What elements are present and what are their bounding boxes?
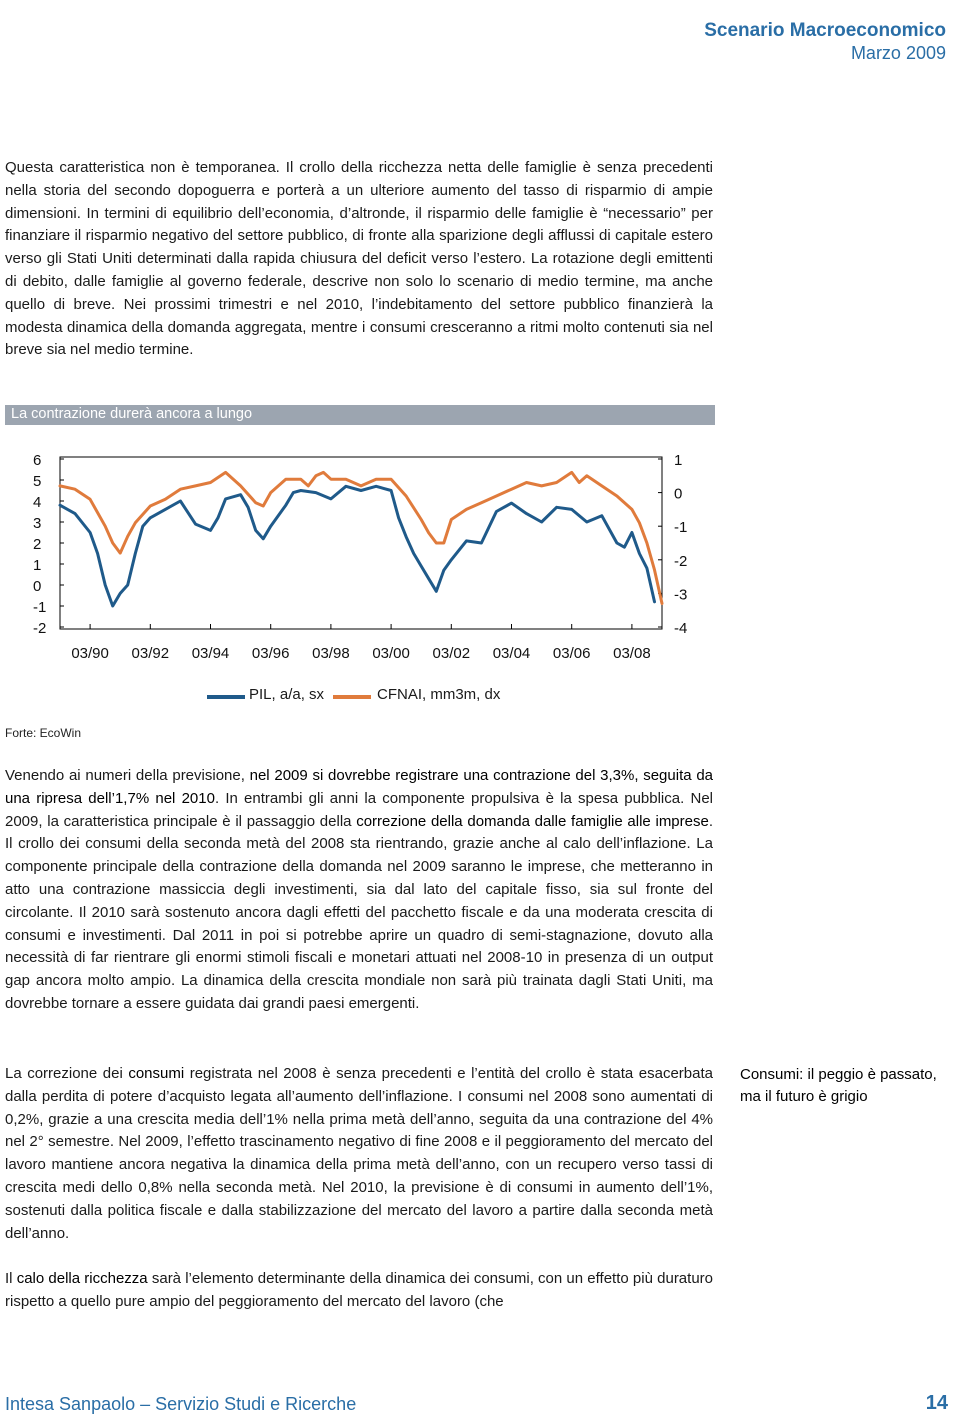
p2-text-1: Venendo ai numeri della previsione, — [5, 767, 250, 784]
p3-text-1: La correzione dei — [5, 1065, 129, 1082]
y-left-tick-label: 3 — [33, 515, 42, 532]
legend-pil-label: PIL, a/a, sx — [249, 686, 325, 703]
sidenote: Consumi: il peggio è passato, ma il futuro è grigio — [740, 1066, 937, 1105]
x-tick-label: 03/96 — [251, 645, 290, 662]
x-tick-label: 03/00 — [372, 645, 410, 662]
x-tick-label: 03/06 — [552, 645, 591, 662]
paragraph-intro: Questa caratteristica non è temporanea. Il crollo della ricchezza netta delle famiglie è senza precedenti nella storia del secondo dopoguerra e porterà a un ulteriore aumento del tasso di risparmio di ampie dimensioni. In termini di equilibrio dell’economia, d’altronde, il risparmio delle famiglie è “necessario” per finanziare il risparmio negativo del settore pubblico, di fronte alla sparizione degli afflussi di capitale estero verso gli Stati Uniti determinati dalla rapida chiusura del deficit verso l’estero. La rotazione degli emittenti di debito, dalle famiglie al governo federale, descrive non solo lo scenario di medio termine, ma anche quello di breve. Nei prossimi trimestri e nel 2010, l’indebitamento del settore pubblico finanzierà la modesta dinamica della domanda aggregata, mentre i consumi cresceranno a ritmi molto contenuti sia nel breve sia nel medio termine. — [5, 159, 713, 359]
y-left-tick-label: 5 — [33, 473, 42, 490]
y-left-tick-label: -1 — [33, 599, 47, 616]
series-line-cfnai — [60, 472, 662, 603]
y-left-tick-label: 0 — [33, 578, 42, 595]
legend-pil-line — [207, 695, 245, 699]
y-left-tick-label: 2 — [33, 536, 42, 553]
p2-text-3: . Il crollo dei consumi della seconda metà del 2008 sta rientrando, grazie anche al calo dell’inflazione. La componente principale della contrazione della domanda nel 2009 saranno le imprese, che metteranno in atto una contrazione massiccia degli investimenti, sia dal lato del capitale fisso, sia sul fronte del circolante. Il 2010 sarà sostenuto ancora dagli effetti del pacchetto fiscale e da una moderata crescita di consumi e investimenti. Dal 2011 in poi si potrebbe aprire un quadro di semi-stagnazione, dovuto alla necessità di far rientrare gli enormi stimoli fiscali e monetari attuati nel 2008-10 in presenza di un output gap ancora molto ampio. La dinamica della crescita mondiale non sarà più trainata dagli Stati Uniti, ma dovrebbe tornare a essere guidata dai grandi paesi emergenti. — [5, 812, 714, 1012]
x-tick-label: 03/08 — [613, 645, 651, 662]
plot-frame — [60, 457, 662, 629]
y-right-tick-label: -2 — [674, 552, 688, 570]
section-title: La contrazione durerà ancora a lungo — [11, 406, 253, 422]
p4-text-2: sarà l’elemento determinante della dinamica dei consumi, con un effetto più duraturo rispetto a quello pure ampio del peggioramento del mercato del lavoro (che — [5, 1270, 713, 1310]
p2-highlight-2: correzione della domanda dalle famiglie alle imprese — [356, 812, 709, 830]
legend-cfnai-label: CFNAI, mm3m, dx — [377, 686, 501, 703]
p4-highlight-1: calo della ricchezza — [16, 1270, 148, 1287]
x-tick-label: 03/04 — [492, 645, 531, 662]
y-left-tick-label: 6 — [33, 452, 42, 469]
footer-page-number: 14 — [925, 1392, 948, 1414]
x-tick-label: 03/94 — [191, 645, 230, 662]
legend-cfnai-line — [333, 695, 371, 699]
y-right-tick-label: 0 — [674, 485, 683, 503]
section-bar — [5, 405, 715, 425]
x-tick-label: 03/98 — [312, 645, 350, 662]
y-left-tick-label: 1 — [33, 557, 42, 574]
series-line-pil — [60, 486, 655, 606]
x-tick-label: 03/02 — [432, 645, 471, 662]
y-right-tick-label: -4 — [674, 620, 688, 637]
paragraph-ricchezza — [5, 1268, 713, 1314]
p3-text-2: registrata nel 2008 è senza precedenti e l’entità del crollo è stata esacerbata dalla perdita di potere d’acquisto legata all’aumento dell’inflazione. I consumi nel 2008 sono aumentati di 0,2%, grazie a una crescita media dell’1% nella prima metà dell’anno, seguita da una contrazione del 4% nel 2° semestre. Nel 2009, l’effetto trascinamento negativo di fine 2008 e il peggioramento del mercato del lavoro mantiene ancora negativa la dinamica della prima metà dell’anno, con un recupero verso tassi di crescita medi dello 0,8% nella seconda metà. Nel 2010, la previsione è di consumi in aumento dell’1%, sostenuti dalla politica fiscale e dalla stabilizzazione del mercato del lavoro a partire dalla seconda metà dell’anno. — [5, 1065, 713, 1242]
footer-source: Intesa Sanpaolo – Servizio Studi e Ricerche — [5, 1394, 357, 1414]
header-date: Marzo 2009 — [850, 43, 946, 63]
y-right-tick-label: -3 — [674, 586, 688, 604]
y-left-tick-label: -2 — [33, 620, 47, 637]
y-right-tick-label: 1 — [674, 452, 683, 469]
chart-source: Forte: EcoWin — [5, 726, 82, 740]
y-left-tick-label: 4 — [33, 494, 42, 511]
chart — [0, 440, 720, 675]
paragraph-forecast — [5, 765, 713, 1016]
y-right-tick-label: -1 — [674, 519, 688, 537]
p3-highlight-1: consumi — [128, 1065, 185, 1082]
x-tick-label: 03/92 — [131, 645, 170, 662]
p2-highlight-1: nel 2009 si dovrebbe registrare una contrazione del 3,3%, seguita da una ripresa dell’1,7% nel 2010 — [5, 767, 713, 807]
x-tick-label: 03/90 — [71, 645, 109, 662]
header-title: Scenario Macroeconomico — [704, 20, 946, 41]
p4-text-1: Il — [5, 1270, 17, 1287]
paragraph-consumi — [5, 1063, 713, 1245]
p2-text-2: . In entrambi gli anni la componente propulsiva è la spesa pubblica. Nel 2009, la caratteristica principale è il passaggio della — [5, 789, 713, 830]
